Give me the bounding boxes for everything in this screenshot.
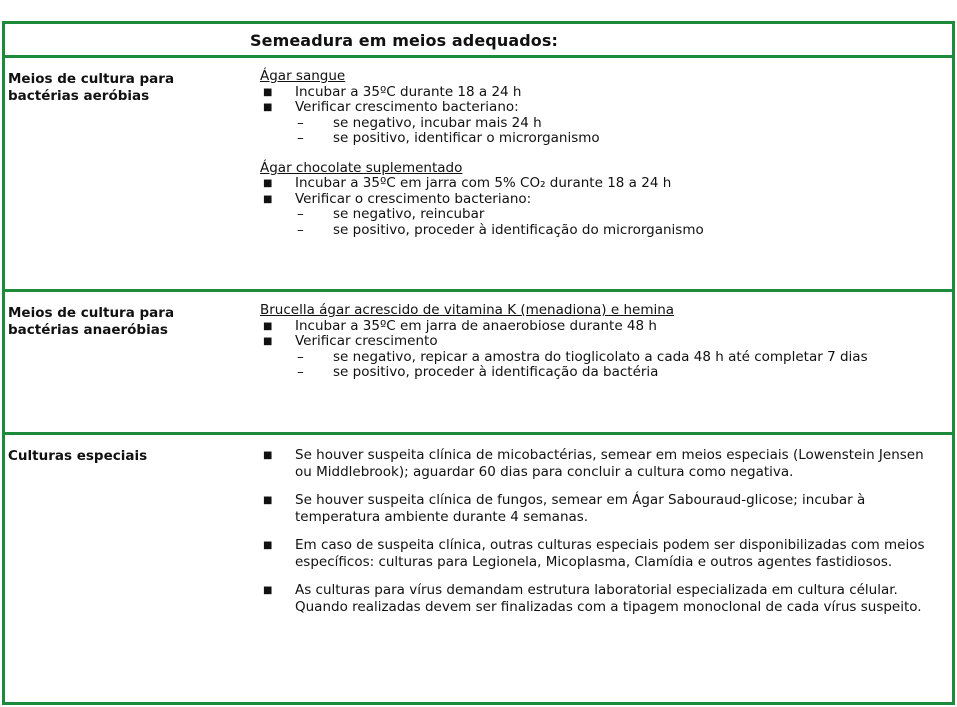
list-item <box>255 447 935 481</box>
list-item-text: Se houver suspeita clínica de micobactérias, semear em meios especiais (Lowenstein Jensen ou Middlebrook); aguardar 60 dias para concluir a cultura como negativa. <box>295 447 924 480</box>
list-item-text: Em caso de suspeita clínica, outras culturas especiais podem ser disponibilizadas com meios específicos: culturas para Legionela, Micoplasma, Clamídia e outros agentes fastidiosos. <box>295 537 925 570</box>
row-content <box>255 447 935 627</box>
bullet-icon: ■ <box>263 102 273 113</box>
section-title: Ágar sangue <box>260 68 346 84</box>
dash-icon: – <box>297 130 304 146</box>
row-aerobic <box>5 58 952 292</box>
dash-icon: – <box>297 221 304 238</box>
row-special-cultures <box>5 435 952 702</box>
row-label <box>8 71 203 105</box>
list-item <box>260 319 940 335</box>
bullet-icon: ■ <box>263 495 273 506</box>
list-item-text: Verificar crescimento <box>295 333 438 349</box>
sub-list-item <box>260 223 940 239</box>
sub-list-item-text: se negativo, reincubar <box>333 206 485 222</box>
sub-list-item-text: se negativo, incubar mais 24 h <box>333 114 542 131</box>
list-item <box>260 100 940 116</box>
row-label-line: Culturas especiais <box>8 448 148 464</box>
bullet-icon: ■ <box>263 450 273 461</box>
row-label-line: bactérias aeróbias <box>8 88 150 104</box>
dash-icon: – <box>297 114 304 131</box>
bullet-icon: ■ <box>263 193 273 205</box>
list-item-text: Incubar a 35ºC durante 18 a 24 h <box>295 83 522 100</box>
sub-list-item <box>260 131 940 147</box>
culture-media-table <box>2 21 955 705</box>
bullet-icon: ■ <box>263 585 273 596</box>
sub-list-item-text: se negativo, repicar a amostra do tioglicolato a cada 48 h até completar 7 dias <box>333 348 868 365</box>
dash-icon: – <box>297 364 304 380</box>
dash-icon: – <box>297 348 304 365</box>
row-label <box>8 305 203 339</box>
list-item <box>255 537 935 571</box>
section-title: Ágar chocolate suplementado <box>260 159 463 176</box>
list-item-text: Verificar o crescimento bacteriano: <box>295 190 532 207</box>
row-content <box>260 303 940 381</box>
list-item-text: Se houver suspeita clínica de fungos, semear em Ágar Sabouraud-glicose; incubar à temperatura ambiente durante 4 semanas. <box>295 492 866 525</box>
sub-list-item <box>260 116 940 132</box>
list-item <box>260 85 940 101</box>
list-item <box>260 176 940 192</box>
sub-list-item <box>260 350 940 366</box>
row-content <box>260 69 940 238</box>
list-item <box>260 192 940 208</box>
row-label-line: bactérias anaeróbias <box>8 322 168 338</box>
table-title: Semeadura em meios adequados: <box>250 31 558 50</box>
list-item-text: As culturas para vírus demandam estrutura laboratorial especializada em cultura célular. Quando realizadas devem ser finalizadas com a tipagem monoclonal de cada vírus suspeito. <box>295 582 922 615</box>
list-item-text: Incubar a 35ºC em jarra com 5% CO₂ durante 18 a 24 h <box>295 175 672 191</box>
list-item-text: Incubar a 35ºC em jarra de anaerobiose durante 48 h <box>295 317 657 334</box>
sub-list-item-text: se positivo, proceder à identificação da bactéria <box>333 364 659 380</box>
sub-list-item <box>260 207 940 223</box>
bullet-icon: ■ <box>263 86 273 98</box>
table-header <box>5 24 952 58</box>
list-item-text: Verificar crescimento bacteriano: <box>295 99 519 115</box>
list-item <box>255 582 935 616</box>
sub-list-item-text: se positivo, proceder à identificação do microrganismo <box>333 221 704 238</box>
bullet-icon: ■ <box>263 178 273 189</box>
row-label-line: Meios de cultura para <box>8 71 175 87</box>
bullet-icon: ■ <box>263 336 273 347</box>
bullet-icon: ■ <box>263 540 273 551</box>
section-title: Brucella ágar acrescido de vitamina K (menadiona) e hemina <box>260 302 675 318</box>
list-item <box>260 334 940 350</box>
dash-icon: – <box>297 206 304 222</box>
row-anaerobic <box>5 292 952 435</box>
list-item <box>255 492 935 526</box>
sub-list-item <box>260 365 940 381</box>
bullet-icon: ■ <box>263 320 273 332</box>
sub-list-item-text: se positivo, identificar o microrganismo <box>333 130 600 146</box>
row-label-line: Meios de cultura para <box>8 305 175 321</box>
row-label <box>8 448 203 465</box>
